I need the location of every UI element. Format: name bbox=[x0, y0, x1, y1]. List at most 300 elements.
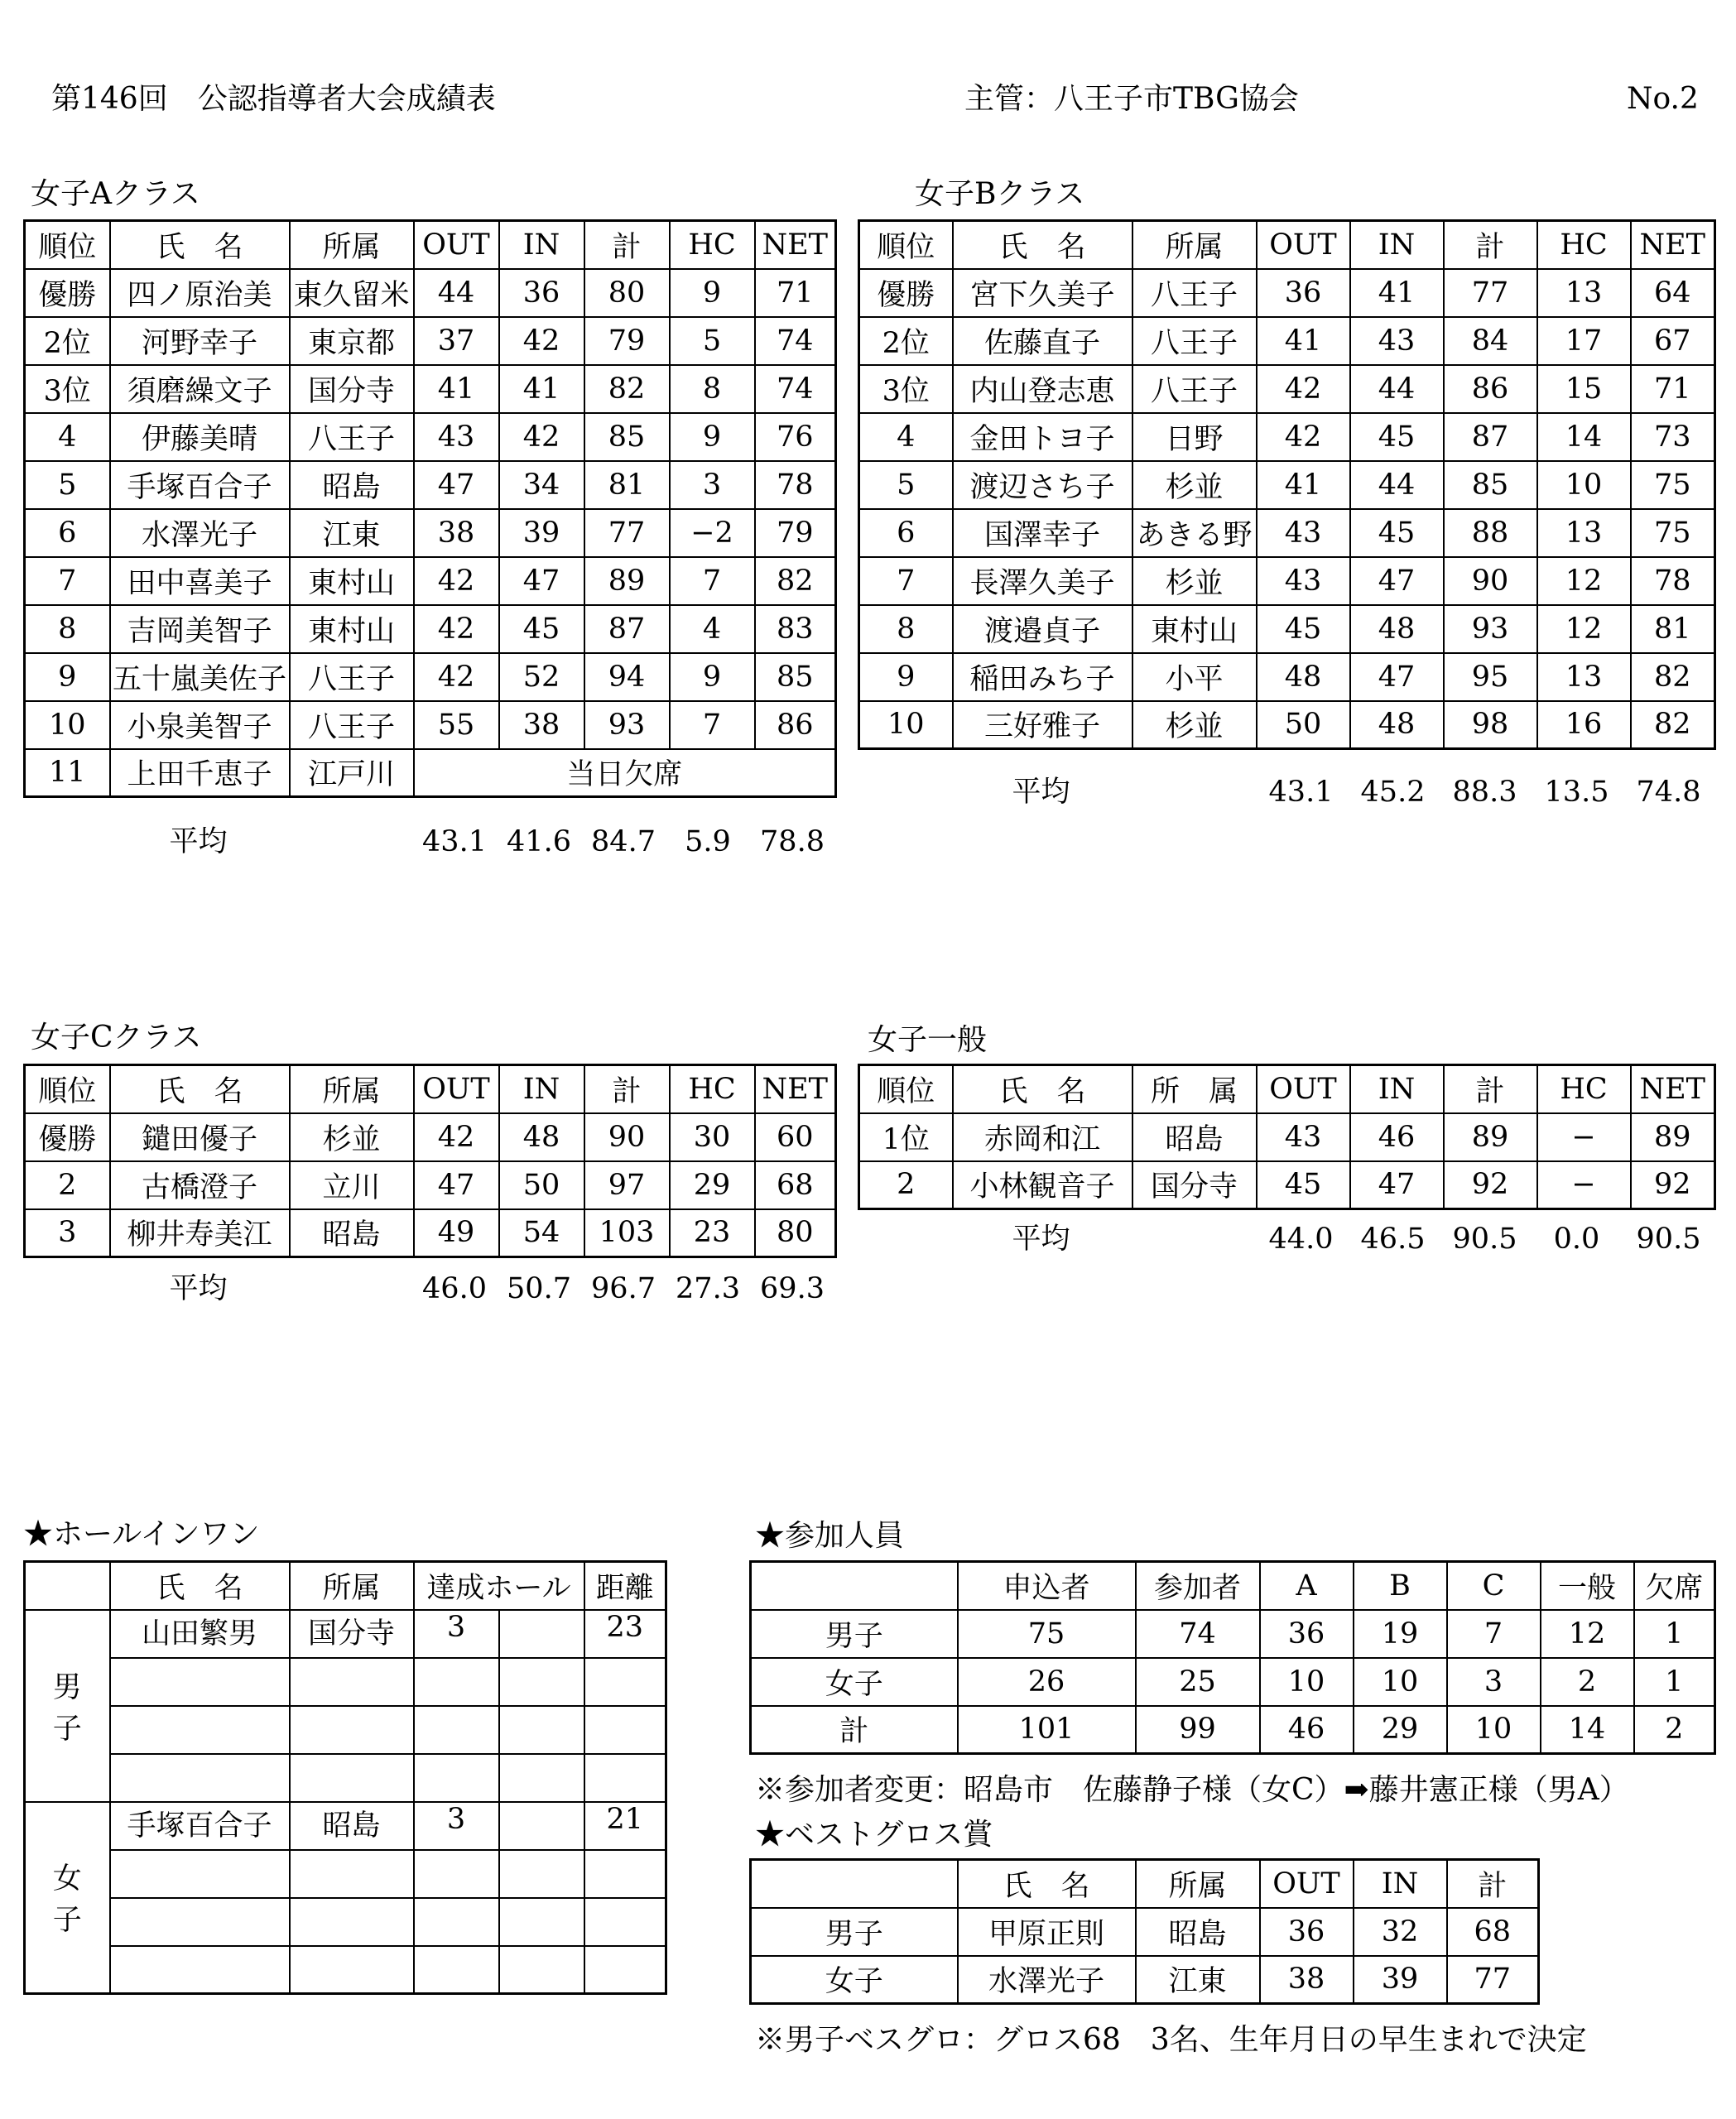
table-cell: 田中喜美子 bbox=[110, 557, 290, 605]
table-cell: 8 bbox=[25, 605, 110, 653]
table-cell: 75 bbox=[1631, 509, 1715, 557]
table-cell: 小林観音子 bbox=[953, 1161, 1132, 1209]
table-cell: 甲原正則 bbox=[958, 1908, 1136, 1956]
table-cell: 42 bbox=[499, 317, 584, 365]
table-cell bbox=[110, 1946, 290, 1994]
table-cell: 74 bbox=[755, 317, 836, 365]
average-value: 45.2 bbox=[1360, 776, 1426, 809]
table-cell: 2位 bbox=[25, 317, 110, 365]
class-general-table bbox=[858, 1064, 1716, 1210]
table-cell: 43 bbox=[1257, 1113, 1350, 1161]
column-header: OUT bbox=[414, 221, 499, 269]
table-row bbox=[859, 317, 1715, 365]
table-cell: 86 bbox=[755, 701, 836, 749]
table-cell: 4 bbox=[670, 605, 755, 653]
table-cell: 55 bbox=[414, 701, 499, 749]
table-cell: 立川 bbox=[290, 1161, 414, 1209]
table-cell: 82 bbox=[755, 557, 836, 605]
table-cell bbox=[584, 1850, 666, 1898]
table-cell bbox=[414, 1754, 499, 1802]
table-row bbox=[25, 653, 836, 701]
table-cell: 9 bbox=[25, 653, 110, 701]
table-cell: 89 bbox=[584, 557, 670, 605]
table-row bbox=[859, 1161, 1715, 1209]
participants-title: ★参加人員 bbox=[755, 1519, 905, 1553]
table-cell: 90 bbox=[584, 1113, 670, 1161]
column-header bbox=[25, 1562, 110, 1610]
table-cell: 42 bbox=[1257, 413, 1350, 461]
column-header: 所属 bbox=[290, 1562, 414, 1610]
table-row bbox=[25, 1113, 836, 1161]
column-header: 氏 名 bbox=[958, 1860, 1136, 1908]
table-cell: 八王子 bbox=[1132, 365, 1257, 413]
table-cell: 渡邉貞子 bbox=[953, 605, 1132, 653]
column-header: 欠席 bbox=[1634, 1562, 1715, 1610]
table-cell: 八王子 bbox=[290, 413, 414, 461]
average-value: 43.1 bbox=[1268, 776, 1334, 809]
table-header-row bbox=[751, 1860, 1539, 1908]
average-value: 0.0 bbox=[1553, 1223, 1600, 1256]
table-cell: 手塚百合子 bbox=[110, 1802, 290, 1850]
column-header: NET bbox=[1631, 1065, 1715, 1113]
table-row bbox=[25, 509, 836, 557]
class-b-average bbox=[858, 771, 1714, 813]
hole-in-one-title: ★ホールインワン bbox=[23, 1517, 260, 1551]
column-header: 順位 bbox=[859, 1065, 953, 1113]
column-header: NET bbox=[755, 1065, 836, 1113]
table-cell: 71 bbox=[1631, 365, 1715, 413]
best-gross-note: ※男子ベスグロ：グロス68 3名、生年月日の早生まれで決定 bbox=[755, 2023, 1587, 2057]
table-cell: 94 bbox=[584, 653, 670, 701]
table-cell: 45 bbox=[1350, 509, 1444, 557]
table-cell: 64 bbox=[1631, 269, 1715, 317]
column-header: 計 bbox=[1447, 1860, 1539, 1908]
table-cell: 16 bbox=[1537, 701, 1631, 749]
class-a-average bbox=[23, 821, 834, 862]
table-cell: 八王子 bbox=[1132, 269, 1257, 317]
table-cell: 優勝 bbox=[25, 269, 110, 317]
table-header-row bbox=[25, 221, 836, 269]
table-cell: 1位 bbox=[859, 1113, 953, 1161]
table-cell bbox=[110, 1706, 290, 1754]
table-cell: 92 bbox=[1444, 1161, 1537, 1209]
table-row bbox=[25, 749, 836, 797]
table-cell: 国分寺 bbox=[290, 365, 414, 413]
table-cell bbox=[499, 1658, 584, 1706]
table-cell: 鑓田優子 bbox=[110, 1113, 290, 1161]
table-cell: 77 bbox=[584, 509, 670, 557]
column-header: 氏 名 bbox=[110, 221, 290, 269]
table-cell: 99 bbox=[1136, 1706, 1260, 1754]
table-cell: あきる野 bbox=[1132, 509, 1257, 557]
table-cell: 佐藤直子 bbox=[953, 317, 1132, 365]
table-row bbox=[25, 413, 836, 461]
table-cell: 3位 bbox=[859, 365, 953, 413]
table-cell: 杉並 bbox=[290, 1113, 414, 1161]
table-cell: 女子 bbox=[751, 1956, 958, 2004]
table-row bbox=[25, 557, 836, 605]
table-cell: 3 bbox=[414, 1802, 499, 1850]
column-header bbox=[751, 1860, 958, 1908]
table-cell: 吉岡美智子 bbox=[110, 605, 290, 653]
table-row bbox=[859, 701, 1715, 749]
table-cell: 74 bbox=[755, 365, 836, 413]
table-cell bbox=[584, 1706, 666, 1754]
column-header: 一般 bbox=[1541, 1562, 1634, 1610]
table-cell: 13 bbox=[1537, 509, 1631, 557]
table-row bbox=[25, 1658, 666, 1706]
table-cell: 小平 bbox=[1132, 653, 1257, 701]
table-cell: 内山登志恵 bbox=[953, 365, 1132, 413]
table-cell: 10 bbox=[25, 701, 110, 749]
table-cell: 14 bbox=[1537, 413, 1631, 461]
average-value: 44.0 bbox=[1268, 1223, 1334, 1256]
table-cell: 2 bbox=[25, 1161, 110, 1209]
table-row bbox=[859, 413, 1715, 461]
column-header: OUT bbox=[1257, 1065, 1350, 1113]
table-cell: 渡辺さち子 bbox=[953, 461, 1132, 509]
table-cell: 1 bbox=[1634, 1658, 1715, 1706]
table-cell: 3 bbox=[414, 1610, 499, 1658]
table-cell: 78 bbox=[755, 461, 836, 509]
table-row bbox=[25, 1946, 666, 1994]
column-header: OUT bbox=[1260, 1860, 1354, 1908]
table-cell bbox=[110, 1898, 290, 1946]
table-cell: 昭島 bbox=[1132, 1113, 1257, 1161]
table-cell: −2 bbox=[670, 509, 755, 557]
class-general-title: 女子一般 bbox=[868, 1023, 988, 1057]
table-row bbox=[859, 509, 1715, 557]
hole-in-one-table bbox=[23, 1560, 667, 1995]
table-cell bbox=[584, 1898, 666, 1946]
table-row bbox=[25, 605, 836, 653]
table-cell: 23 bbox=[670, 1209, 755, 1257]
table-cell: 78 bbox=[1631, 557, 1715, 605]
table-cell: 42 bbox=[1257, 365, 1350, 413]
table-cell: 国分寺 bbox=[1132, 1161, 1257, 1209]
table-cell: 9 bbox=[859, 653, 953, 701]
column-header: IN bbox=[1354, 1860, 1447, 1908]
table-cell: 河野幸子 bbox=[110, 317, 290, 365]
table-row bbox=[859, 605, 1715, 653]
table-cell bbox=[499, 1706, 584, 1754]
column-header: 順位 bbox=[25, 1065, 110, 1113]
column-header: HC bbox=[670, 221, 755, 269]
column-header: 順位 bbox=[25, 221, 110, 269]
table-cell bbox=[499, 1754, 584, 1802]
table-cell: 江東 bbox=[290, 509, 414, 557]
gender-label: 女 子 bbox=[25, 1802, 110, 1994]
table-cell bbox=[290, 1946, 414, 1994]
table-cell: 8 bbox=[859, 605, 953, 653]
table-cell bbox=[499, 1610, 584, 1658]
table-cell: 7 bbox=[1447, 1610, 1541, 1658]
table-cell: 50 bbox=[1257, 701, 1350, 749]
table-cell bbox=[414, 1898, 499, 1946]
table-cell: 国分寺 bbox=[290, 1610, 414, 1658]
table-cell: 東村山 bbox=[290, 605, 414, 653]
table-cell: 34 bbox=[499, 461, 584, 509]
class-c-average bbox=[23, 1268, 834, 1309]
average-value: 50.7 bbox=[507, 1272, 571, 1305]
table-cell: 23 bbox=[584, 1610, 666, 1658]
column-header: IN bbox=[1350, 221, 1444, 269]
table-cell: 60 bbox=[755, 1113, 836, 1161]
table-row bbox=[859, 1113, 1715, 1161]
average-value: 88.3 bbox=[1452, 776, 1517, 809]
table-row bbox=[25, 1850, 666, 1898]
table-row bbox=[25, 461, 836, 509]
table-cell: 43 bbox=[414, 413, 499, 461]
table-cell: 98 bbox=[1444, 701, 1537, 749]
table-row bbox=[25, 1610, 666, 1658]
table-cell: 38 bbox=[1260, 1956, 1354, 2004]
table-cell: 優勝 bbox=[859, 269, 953, 317]
table-cell bbox=[290, 1850, 414, 1898]
column-header: 申込者 bbox=[958, 1562, 1136, 1610]
table-cell: 42 bbox=[414, 605, 499, 653]
table-cell: 4 bbox=[859, 413, 953, 461]
table-cell: 男子 bbox=[751, 1908, 958, 1956]
table-cell: 東久留米 bbox=[290, 269, 414, 317]
table-cell: 4 bbox=[25, 413, 110, 461]
column-header: OUT bbox=[1257, 221, 1350, 269]
table-cell: 5 bbox=[670, 317, 755, 365]
table-cell: 12 bbox=[1541, 1610, 1634, 1658]
table-cell bbox=[290, 1706, 414, 1754]
table-cell: 68 bbox=[1447, 1908, 1539, 1956]
table-row bbox=[25, 1802, 666, 1850]
table-cell: 76 bbox=[755, 413, 836, 461]
column-header: 計 bbox=[1444, 221, 1537, 269]
table-cell: 68 bbox=[755, 1161, 836, 1209]
table-cell: 95 bbox=[1444, 653, 1537, 701]
column-header bbox=[751, 1562, 958, 1610]
table-cell bbox=[499, 1850, 584, 1898]
page-title: 第146回 公認指導者大会成績表 bbox=[51, 82, 496, 116]
table-cell: 10 bbox=[1260, 1658, 1354, 1706]
table-cell: 10 bbox=[1537, 461, 1631, 509]
class-c-title: 女子Cクラス bbox=[31, 1021, 202, 1055]
table-cell: 江東 bbox=[1136, 1956, 1260, 2004]
table-cell: 12 bbox=[1537, 605, 1631, 653]
table-cell: 71 bbox=[755, 269, 836, 317]
table-cell: 89 bbox=[1631, 1113, 1715, 1161]
table-row bbox=[751, 1908, 1539, 1956]
table-cell: 7 bbox=[670, 557, 755, 605]
table-cell: 47 bbox=[414, 461, 499, 509]
table-cell: 女子 bbox=[751, 1658, 958, 1706]
column-header: C bbox=[1447, 1562, 1541, 1610]
average-value: 46.5 bbox=[1360, 1223, 1426, 1256]
table-cell: 19 bbox=[1354, 1610, 1447, 1658]
table-cell: 7 bbox=[25, 557, 110, 605]
table-cell: 2 bbox=[859, 1161, 953, 1209]
table-cell: 14 bbox=[1541, 1706, 1634, 1754]
table-cell: 43 bbox=[1350, 317, 1444, 365]
column-header: 計 bbox=[584, 221, 670, 269]
table-cell: 88 bbox=[1444, 509, 1537, 557]
page-number: No.2 bbox=[1627, 82, 1699, 116]
table-cell: 伊藤美晴 bbox=[110, 413, 290, 461]
table-cell: 75 bbox=[958, 1610, 1136, 1658]
table-cell bbox=[110, 1850, 290, 1898]
table-cell: 45 bbox=[1350, 413, 1444, 461]
table-cell: 水澤光子 bbox=[110, 509, 290, 557]
column-header: A bbox=[1260, 1562, 1354, 1610]
table-row bbox=[25, 1706, 666, 1754]
table-cell: 三好雅子 bbox=[953, 701, 1132, 749]
table-row bbox=[25, 1209, 836, 1257]
table-cell: 54 bbox=[499, 1209, 584, 1257]
table-cell: 85 bbox=[755, 653, 836, 701]
table-cell: 93 bbox=[584, 701, 670, 749]
participant-change-note: ※参加者変更：昭島市 佐藤静子様（女C）➡藤井憲正様（男A） bbox=[755, 1773, 1629, 1807]
table-cell: 85 bbox=[584, 413, 670, 461]
table-cell: 13 bbox=[1537, 269, 1631, 317]
table-row bbox=[25, 1898, 666, 1946]
table-cell: 9 bbox=[670, 653, 755, 701]
table-cell: 宮下久美子 bbox=[953, 269, 1132, 317]
table-cell: 小泉美智子 bbox=[110, 701, 290, 749]
table-cell: 10 bbox=[1354, 1658, 1447, 1706]
table-cell: 八王子 bbox=[1132, 317, 1257, 365]
table-cell: 東村山 bbox=[1132, 605, 1257, 653]
table-row bbox=[25, 1754, 666, 1802]
column-header: IN bbox=[499, 1065, 584, 1113]
table-cell: 八王子 bbox=[290, 701, 414, 749]
table-cell: 昭島 bbox=[290, 461, 414, 509]
table-cell: 8 bbox=[670, 365, 755, 413]
table-cell: 30 bbox=[670, 1113, 755, 1161]
column-header: IN bbox=[499, 221, 584, 269]
table-row bbox=[859, 365, 1715, 413]
class-a-title: 女子Aクラス bbox=[31, 177, 200, 211]
class-c-table bbox=[23, 1064, 837, 1258]
table-cell bbox=[290, 1754, 414, 1802]
column-header: NET bbox=[1631, 221, 1715, 269]
table-cell: 3 bbox=[25, 1209, 110, 1257]
column-header: 氏 名 bbox=[110, 1065, 290, 1113]
column-header: NET bbox=[755, 221, 836, 269]
table-cell bbox=[499, 1946, 584, 1994]
table-cell: 36 bbox=[1260, 1908, 1354, 1956]
average-value: 74.8 bbox=[1636, 776, 1701, 809]
table-header-row bbox=[859, 221, 1715, 269]
table-cell: 10 bbox=[859, 701, 953, 749]
table-cell: 17 bbox=[1537, 317, 1631, 365]
average-label: 平均 bbox=[169, 825, 228, 858]
table-cell: 12 bbox=[1537, 557, 1631, 605]
table-row bbox=[25, 701, 836, 749]
table-cell: 上田千恵子 bbox=[110, 749, 290, 797]
table-cell: 3 bbox=[1447, 1658, 1541, 1706]
table-cell: 47 bbox=[1350, 653, 1444, 701]
table-cell: 80 bbox=[755, 1209, 836, 1257]
table-cell: 42 bbox=[414, 557, 499, 605]
table-cell: 79 bbox=[755, 509, 836, 557]
table-cell: 32 bbox=[1354, 1908, 1447, 1956]
table-cell: 2 bbox=[1634, 1706, 1715, 1754]
table-cell: 11 bbox=[25, 749, 110, 797]
table-row bbox=[751, 1956, 1539, 2004]
table-cell: 10 bbox=[1447, 1706, 1541, 1754]
table-cell: 93 bbox=[1444, 605, 1537, 653]
table-cell bbox=[290, 1898, 414, 1946]
table-cell: 42 bbox=[414, 653, 499, 701]
column-header: 氏 名 bbox=[953, 221, 1132, 269]
column-header: 参加者 bbox=[1136, 1562, 1260, 1610]
table-cell: 41 bbox=[499, 365, 584, 413]
table-cell: 101 bbox=[958, 1706, 1136, 1754]
table-cell: 82 bbox=[584, 365, 670, 413]
table-cell: 37 bbox=[414, 317, 499, 365]
table-row bbox=[25, 269, 836, 317]
column-header: 氏 名 bbox=[953, 1065, 1132, 1113]
table-cell: 国澤幸子 bbox=[953, 509, 1132, 557]
table-cell: 43 bbox=[1257, 509, 1350, 557]
column-header: 達成ホール bbox=[414, 1562, 584, 1610]
column-header: 所 属 bbox=[1132, 1065, 1257, 1113]
table-cell: 83 bbox=[755, 605, 836, 653]
table-cell: 77 bbox=[1447, 1956, 1539, 2004]
table-cell: 日野 bbox=[1132, 413, 1257, 461]
table-cell: 昭島 bbox=[290, 1209, 414, 1257]
table-cell: 45 bbox=[499, 605, 584, 653]
average-label: 平均 bbox=[1012, 776, 1070, 809]
table-row bbox=[859, 557, 1715, 605]
column-header: OUT bbox=[414, 1065, 499, 1113]
column-header: HC bbox=[670, 1065, 755, 1113]
table-cell: 86 bbox=[1444, 365, 1537, 413]
table-cell: 82 bbox=[1631, 653, 1715, 701]
table-cell: 杉並 bbox=[1132, 701, 1257, 749]
table-cell: 48 bbox=[1350, 701, 1444, 749]
column-header: 所属 bbox=[290, 1065, 414, 1113]
class-b-table bbox=[858, 219, 1716, 750]
table-cell bbox=[499, 1802, 584, 1850]
average-label: 平均 bbox=[169, 1272, 228, 1305]
column-header: 所属 bbox=[1136, 1860, 1260, 1908]
table-cell: 古橋澄子 bbox=[110, 1161, 290, 1209]
column-header: 順位 bbox=[859, 221, 953, 269]
best-gross-table bbox=[749, 1858, 1540, 2005]
gender-label: 男 子 bbox=[25, 1610, 110, 1802]
column-header: HC bbox=[1537, 221, 1631, 269]
table-cell: 47 bbox=[414, 1161, 499, 1209]
table-cell: 90 bbox=[1444, 557, 1537, 605]
column-header: HC bbox=[1537, 1065, 1631, 1113]
table-cell: 45 bbox=[1257, 605, 1350, 653]
table-cell: 優勝 bbox=[25, 1113, 110, 1161]
column-header: IN bbox=[1350, 1065, 1444, 1113]
average-value: 96.7 bbox=[591, 1272, 656, 1305]
table-cell: 36 bbox=[499, 269, 584, 317]
table-cell: 5 bbox=[859, 461, 953, 509]
table-cell: 44 bbox=[1350, 365, 1444, 413]
table-cell: 89 bbox=[1444, 1113, 1537, 1161]
table-cell bbox=[584, 1754, 666, 1802]
table-cell: 87 bbox=[1444, 413, 1537, 461]
table-cell: 杉並 bbox=[1132, 461, 1257, 509]
absent-note: 当日欠席 bbox=[414, 749, 836, 797]
table-cell: 67 bbox=[1631, 317, 1715, 365]
table-cell: 50 bbox=[499, 1161, 584, 1209]
table-row bbox=[25, 317, 836, 365]
table-cell: 21 bbox=[584, 1802, 666, 1850]
table-cell: 五十嵐美佐子 bbox=[110, 653, 290, 701]
table-cell: 2位 bbox=[859, 317, 953, 365]
